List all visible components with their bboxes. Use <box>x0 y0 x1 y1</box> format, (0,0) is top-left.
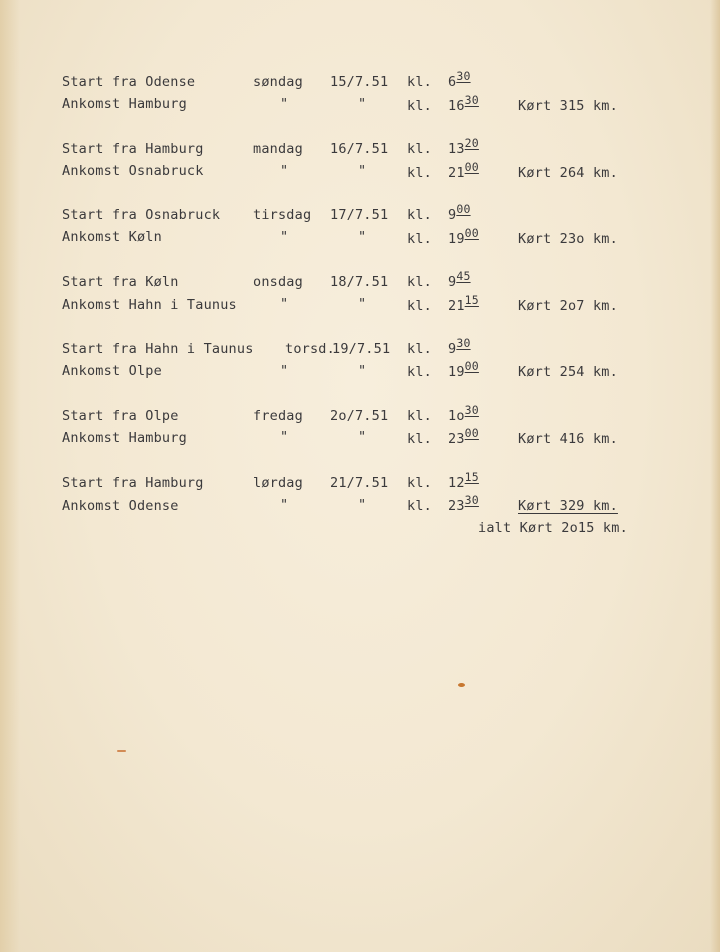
leg-7-date: 21/7.51 <box>330 475 389 491</box>
leg-2-depart-min: 20 <box>464 136 479 150</box>
leg-7-arrive-kl: kl. <box>407 498 432 514</box>
leg-7-arrive-label: Ankomst Odense <box>62 498 179 514</box>
leg-6-ditto-day: " <box>280 429 289 445</box>
leg-3-depart-hour: 9 <box>448 207 457 223</box>
leg-7-day: lørdag <box>253 475 303 491</box>
leg-2-start-label: Start fra Hamburg <box>62 141 204 157</box>
leg-5-arrive-min: 00 <box>464 359 479 373</box>
leg-4-arrive-kl: kl. <box>407 298 432 314</box>
leg-3-ditto-date: " <box>358 229 367 245</box>
leg-7-ditto-date: " <box>358 497 367 513</box>
leg-6-arrive-kl: kl. <box>407 431 432 447</box>
leg-7-depart-hour: 12 <box>448 475 465 491</box>
leg-6-depart-time <box>448 403 479 424</box>
leg-5-date: 19/7.51 <box>332 341 391 357</box>
leg-7-depart-kl: kl. <box>407 475 432 491</box>
leg-5-depart-min: 30 <box>456 336 471 350</box>
leg-7-ditto-day: " <box>280 497 289 513</box>
leg-4-ditto-day: " <box>280 296 289 312</box>
leg-1-depart-kl: kl. <box>407 74 432 90</box>
leg-1-date: 15/7.51 <box>330 74 389 90</box>
leg-6-start-label: Start fra Olpe <box>62 408 179 424</box>
leg-1-start-label: Start fra Odense <box>62 74 196 90</box>
leg-3-depart-time <box>448 202 471 223</box>
leg-7-depart-min: 15 <box>464 470 479 484</box>
leg-2-ditto-date: " <box>358 163 367 179</box>
leg-1-arrive-hour: 16 <box>448 98 465 114</box>
leg-7-start-label: Start fra Hamburg <box>62 475 204 491</box>
leg-4-arrive-label: Ankomst Hahn i Taunus <box>62 297 237 313</box>
leg-2-arrive-min: 00 <box>464 160 479 174</box>
leg-2-ditto-day: " <box>280 163 289 179</box>
total-distance: ialt Kørt 2o15 km. <box>478 520 628 536</box>
paper-speck <box>458 683 465 687</box>
leg-2-arrive-kl: kl. <box>407 165 432 181</box>
leg-3-depart-kl: kl. <box>407 207 432 223</box>
leg-5-start-label: Start fra Hahn i Taunus <box>62 341 254 357</box>
leg-4-ditto-date: " <box>358 296 367 312</box>
leg-7-arrive-min: 30 <box>464 493 479 507</box>
leg-2-depart-hour: 13 <box>448 141 465 157</box>
leg-6-arrive-time <box>448 426 479 447</box>
leg-3-arrive-min: 00 <box>464 226 479 240</box>
leg-5-ditto-date: " <box>358 363 367 379</box>
leg-3-arrive-hour: 19 <box>448 231 465 247</box>
leg-1-arrive-label: Ankomst Hamburg <box>62 96 187 112</box>
leg-5-distance: Kørt 254 km. <box>518 364 618 380</box>
leg-3-depart-min: 00 <box>456 202 471 216</box>
leg-5-arrive-label: Ankomst Olpe <box>62 363 162 379</box>
leg-2-distance: Kørt 264 km. <box>518 165 618 181</box>
paper-speck <box>117 750 126 752</box>
leg-1-day: søndag <box>253 74 303 90</box>
leg-5-day: torsd. <box>285 341 335 357</box>
leg-1-arrive-time <box>448 93 479 114</box>
leg-6-distance: Kørt 416 km. <box>518 431 618 447</box>
leg-1-ditto-day: " <box>280 96 289 112</box>
leg-1-depart-min: 30 <box>456 69 471 83</box>
leg-5-depart-kl: kl. <box>407 341 432 357</box>
leg-3-day: tirsdag <box>253 207 312 223</box>
leg-4-distance: Kørt 2o7 km. <box>518 298 618 314</box>
leg-6-depart-kl: kl. <box>407 408 432 424</box>
leg-6-date: 2o/7.51 <box>330 408 389 424</box>
leg-2-depart-kl: kl. <box>407 141 432 157</box>
leg-2-arrive-time <box>448 160 479 181</box>
leg-1-ditto-date: " <box>358 96 367 112</box>
leg-4-arrive-time <box>448 293 479 314</box>
leg-6-arrive-min: 00 <box>464 426 479 440</box>
leg-4-depart-hour: 9 <box>448 274 457 290</box>
leg-4-arrive-min: 15 <box>464 293 479 307</box>
leg-4-depart-min: 45 <box>456 269 471 283</box>
leg-5-arrive-time <box>448 359 479 380</box>
leg-5-ditto-day: " <box>280 363 289 379</box>
leg-3-start-label: Start fra Osnabruck <box>62 207 221 223</box>
leg-3-arrive-time <box>448 226 479 247</box>
leg-7-distance: Kørt 329 km. <box>518 498 618 514</box>
leg-6-day: fredag <box>253 408 303 424</box>
leg-6-ditto-date: " <box>358 429 367 445</box>
leg-2-arrive-label: Ankomst Osnabruck <box>62 163 204 179</box>
leg-6-depart-min: 30 <box>464 403 479 417</box>
leg-7-arrive-hour: 23 <box>448 498 465 514</box>
leg-3-arrive-label: Ankomst Køln <box>62 229 162 245</box>
leg-4-depart-kl: kl. <box>407 274 432 290</box>
leg-2-day: mandag <box>253 141 303 157</box>
leg-4-day: onsdag <box>253 274 303 290</box>
leg-6-arrive-label: Ankomst Hamburg <box>62 430 187 446</box>
leg-2-date: 16/7.51 <box>330 141 389 157</box>
leg-3-arrive-kl: kl. <box>407 231 432 247</box>
leg-3-ditto-day: " <box>280 229 289 245</box>
leg-5-arrive-kl: kl. <box>407 364 432 380</box>
leg-1-depart-time <box>448 69 471 90</box>
leg-6-depart-hour: 1o <box>448 408 465 424</box>
leg-2-arrive-hour: 21 <box>448 165 465 181</box>
leg-2-depart-time <box>448 136 479 157</box>
leg-4-date: 18/7.51 <box>330 274 389 290</box>
leg-6-arrive-hour: 23 <box>448 431 465 447</box>
leg-3-distance: Kørt 23o km. <box>518 231 618 247</box>
leg-1-depart-hour: 6 <box>448 74 457 90</box>
leg-5-arrive-hour: 19 <box>448 364 465 380</box>
leg-7-depart-time <box>448 470 479 491</box>
leg-4-start-label: Start fra Køln <box>62 274 179 290</box>
leg-1-arrive-kl: kl. <box>407 98 432 114</box>
leg-3-date: 17/7.51 <box>330 207 389 223</box>
leg-7-arrive-time <box>448 493 479 514</box>
leg-4-arrive-hour: 21 <box>448 298 465 314</box>
leg-4-depart-time <box>448 269 471 290</box>
leg-1-arrive-min: 30 <box>464 93 479 107</box>
leg-5-depart-hour: 9 <box>448 341 457 357</box>
leg-5-depart-time <box>448 336 471 357</box>
leg-1-distance: Kørt 315 km. <box>518 98 618 114</box>
